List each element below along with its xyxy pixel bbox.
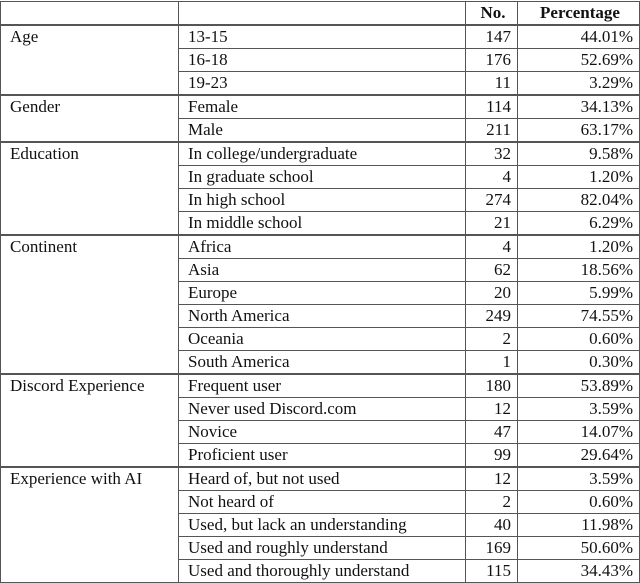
header-category [1, 2, 179, 26]
item-label-cell: Female [179, 95, 466, 119]
category-cell: Continent [1, 235, 179, 374]
percentage-cell: 18.56% [518, 259, 640, 282]
count-cell: 99 [466, 444, 518, 468]
header-count: No. [466, 2, 518, 26]
count-cell: 2 [466, 491, 518, 514]
count-cell: 47 [466, 421, 518, 444]
count-cell: 211 [466, 119, 518, 143]
count-cell: 1 [466, 351, 518, 375]
item-label-cell: Oceania [179, 328, 466, 351]
count-cell: 12 [466, 467, 518, 491]
item-label-cell: Asia [179, 259, 466, 282]
percentage-cell: 14.07% [518, 421, 640, 444]
category-cell: Age [1, 25, 179, 95]
item-label-cell: 13-15 [179, 25, 466, 49]
percentage-cell: 52.69% [518, 49, 640, 72]
percentage-cell: 0.30% [518, 351, 640, 375]
count-cell: 12 [466, 398, 518, 421]
percentage-cell: 50.60% [518, 537, 640, 560]
item-label-cell: Used and roughly understand [179, 537, 466, 560]
percentage-cell: 29.64% [518, 444, 640, 468]
item-label-cell: In middle school [179, 212, 466, 236]
item-label-cell: In graduate school [179, 166, 466, 189]
count-cell: 115 [466, 560, 518, 583]
item-label-cell: North America [179, 305, 466, 328]
percentage-cell: 34.43% [518, 560, 640, 583]
table-row [1, 235, 640, 259]
table-row [1, 142, 640, 166]
percentage-cell: 11.98% [518, 514, 640, 537]
percentage-cell: 0.60% [518, 491, 640, 514]
table-body [1, 25, 640, 583]
item-label-cell: In college/undergraduate [179, 142, 466, 166]
count-cell: 249 [466, 305, 518, 328]
percentage-cell: 5.99% [518, 282, 640, 305]
item-label-cell: Not heard of [179, 491, 466, 514]
category-cell: Education [1, 142, 179, 235]
count-cell: 4 [466, 235, 518, 259]
percentage-cell: 3.29% [518, 72, 640, 96]
count-cell: 169 [466, 537, 518, 560]
percentage-cell: 9.58% [518, 142, 640, 166]
count-cell: 62 [466, 259, 518, 282]
item-label-cell: Africa [179, 235, 466, 259]
count-cell: 2 [466, 328, 518, 351]
item-label-cell: 19-23 [179, 72, 466, 96]
count-cell: 20 [466, 282, 518, 305]
category-cell: Discord Experience [1, 374, 179, 467]
percentage-cell: 1.20% [518, 166, 640, 189]
count-cell: 40 [466, 514, 518, 537]
category-cell: Experience with AI [1, 467, 179, 583]
item-label-cell: Heard of, but not used [179, 467, 466, 491]
item-label-cell: Europe [179, 282, 466, 305]
item-label-cell: Male [179, 119, 466, 143]
count-cell: 147 [466, 25, 518, 49]
count-cell: 4 [466, 166, 518, 189]
count-cell: 180 [466, 374, 518, 398]
item-label-cell: Used, but lack an understanding [179, 514, 466, 537]
count-cell: 11 [466, 72, 518, 96]
demographics-table [0, 1, 640, 583]
header-row [1, 2, 640, 26]
table-row [1, 374, 640, 398]
percentage-cell: 82.04% [518, 189, 640, 212]
table-row [1, 95, 640, 119]
item-label-cell: Used and thoroughly understand [179, 560, 466, 583]
percentage-cell: 3.59% [518, 467, 640, 491]
header-percentage: Percentage [518, 2, 640, 26]
item-label-cell: Proficient user [179, 444, 466, 468]
count-cell: 114 [466, 95, 518, 119]
percentage-cell: 74.55% [518, 305, 640, 328]
table-row [1, 467, 640, 491]
count-cell: 176 [466, 49, 518, 72]
item-label-cell: South America [179, 351, 466, 375]
count-cell: 21 [466, 212, 518, 236]
percentage-cell: 0.60% [518, 328, 640, 351]
category-cell: Gender [1, 95, 179, 142]
item-label-cell: Novice [179, 421, 466, 444]
percentage-cell: 3.59% [518, 398, 640, 421]
percentage-cell: 34.13% [518, 95, 640, 119]
item-label-cell: In high school [179, 189, 466, 212]
header-item [179, 2, 466, 26]
percentage-cell: 1.20% [518, 235, 640, 259]
percentage-cell: 53.89% [518, 374, 640, 398]
item-label-cell: Frequent user [179, 374, 466, 398]
percentage-cell: 6.29% [518, 212, 640, 236]
item-label-cell: Never used Discord.com [179, 398, 466, 421]
percentage-cell: 63.17% [518, 119, 640, 143]
count-cell: 32 [466, 142, 518, 166]
table-row [1, 25, 640, 49]
percentage-cell: 44.01% [518, 25, 640, 49]
count-cell: 274 [466, 189, 518, 212]
item-label-cell: 16-18 [179, 49, 466, 72]
